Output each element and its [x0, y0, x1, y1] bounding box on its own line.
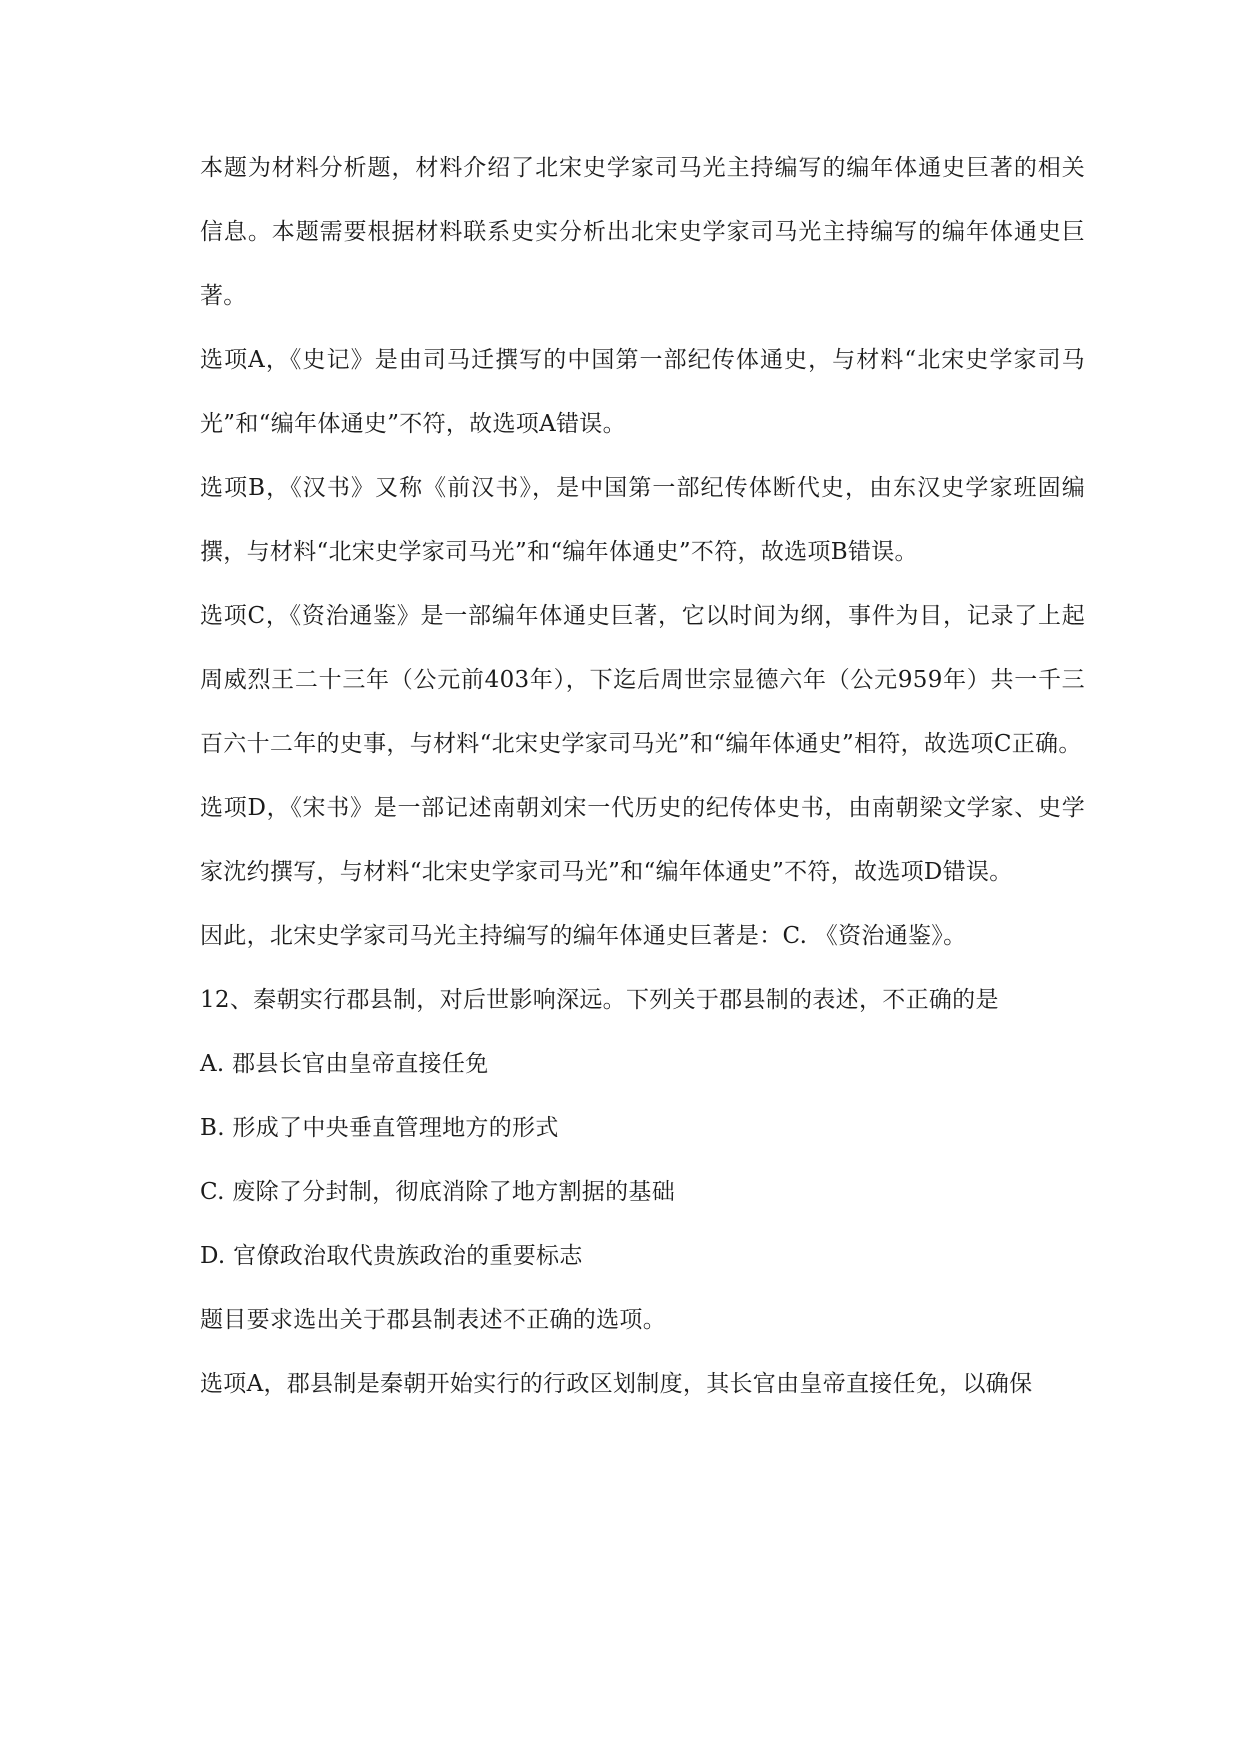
- option-d-analysis-paragraph: 选项D，《宋书》是一部记述南朝刘宋一代历史的纪传体史书，由南朝梁文学家、史学家沈约撰写，与材料“北宋史学家司马光”和“编年体通史”不符，故选项D错误。: [200, 795, 1085, 885]
- question-12-option-d: D. 官僚政治取代贵族政治的重要标志: [200, 1243, 583, 1269]
- option-a-analysis-paragraph: 选项A，《史记》是由司马迁撰写的中国第一部纪传体通史，与材料“北宋史学家司马光”和“编年体通史”不符，故选项A错误。: [200, 347, 1085, 437]
- question-12-option-b: B. 形成了中央垂直管理地方的形式: [200, 1115, 559, 1141]
- question-12-analysis-intro: 题目要求选出关于郡县制表述不正确的选项。: [200, 1307, 666, 1333]
- option-c-analysis-paragraph: 选项C，《资治通鉴》是一部编年体通史巨著，它以时间为纲，事件为目，记录了上起周威烈王二十三年（公元前403年），下迄后周世宗显德六年（公元959年）共一千三百六十二年的史事，与材料“北宋史学家司马光”和“编年体通史”相符，故选项C正确。: [200, 603, 1085, 757]
- question-12-option-a: A. 郡县长官由皇帝直接任免: [200, 1051, 489, 1077]
- conclusion-paragraph: 因此，北宋史学家司马光主持编写的编年体通史巨著是：C. 《资治通鉴》。: [200, 923, 967, 949]
- question-12-option-a-analysis: 选项A，郡县制是秦朝开始实行的行政区划制度，其长官由皇帝直接任免，以确保: [200, 1371, 1033, 1397]
- question-12-stem: 12、秦朝实行郡县制，对后世影响深远。下列关于郡县制的表述，不正确的是: [200, 987, 999, 1013]
- question-12-option-c: C. 废除了分封制，彻底消除了地方割据的基础: [200, 1179, 676, 1205]
- option-b-analysis-paragraph: 选项B，《汉书》又称《前汉书》，是中国第一部纪传体断代史，由东汉史学家班固编撰，与材料“北宋史学家司马光”和“编年体通史”不符，故选项B错误。: [200, 475, 1085, 565]
- document-body: [200, 136, 1085, 1416]
- analysis-intro-paragraph: 本题为材料分析题，材料介绍了北宋史学家司马光主持编写的编年体通史巨著的相关信息。本题需要根据材料联系史实分析出北宋史学家司马光主持编写的编年体通史巨著。: [200, 155, 1085, 309]
